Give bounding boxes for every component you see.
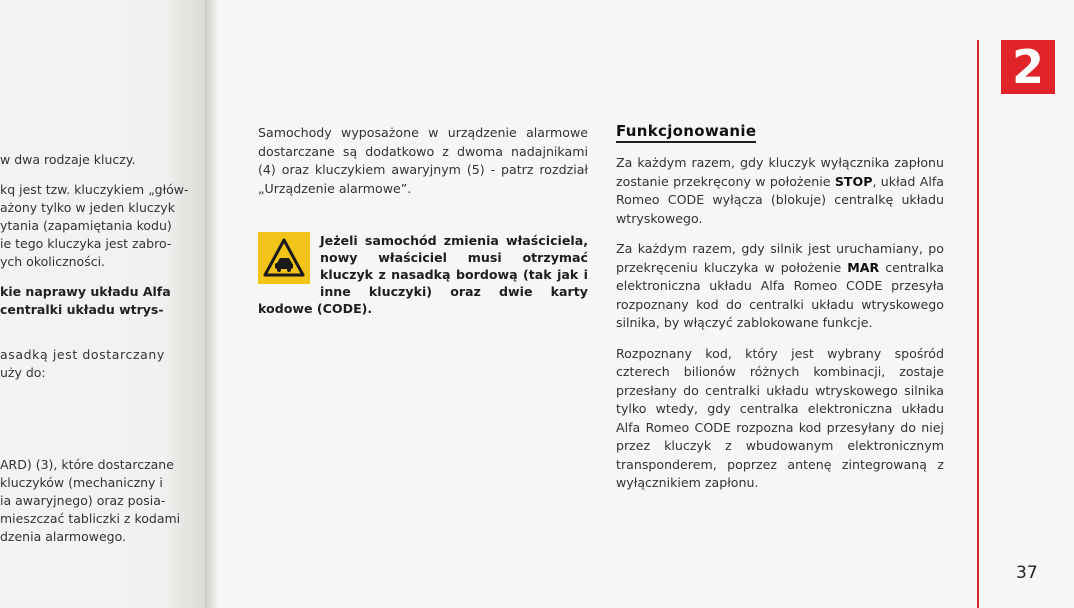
paragraph-code: Rozpoznany kod, który jest wybrany spośród czterech bilionów różnych kombinacji, zostaje przesłany do centralki układu wtryskowego silnika tylko wtedy, gdy centralka elektroniczna układu Alfa Romeo CODE rozpozna kod przesyłany do niej przez kluczyk z wbudowanym elektronicznym transponderem, poprzez antenę zintegrowaną z wyłącznikiem zapłonu.: [616, 345, 944, 490]
warning-text: Jeżeli samochód zmienia właściciela, nowy właściciel musi otrzymać kluczyk z nasadką bordową (tak jak i inne kluczyki) oraz dwie karty kodowe (CODE).: [258, 233, 588, 316]
chapter-tab: 2: [1001, 40, 1055, 94]
chapter-rule: [977, 40, 979, 608]
intro-paragraph: Samochody wyposażone w urządzenie alarmowe dostarczane są dodatkowo z dwoma nadajnikami (4) oraz kluczykiem awaryjnym (5) - patrz rozdział „Urządzenie alarmowe”.: [258, 125, 588, 196]
intro-column: [258, 124, 588, 210]
right-column: [616, 154, 944, 505]
left-line: ych okoliczności.: [0, 254, 106, 269]
left-line: asadką jest dostarczany: [0, 347, 165, 362]
left-page: [0, 0, 205, 608]
left-bold-line: centralki układu wtrys-: [0, 302, 164, 317]
paragraph-stop: [616, 154, 944, 228]
mar-keyword: MAR: [847, 259, 880, 275]
left-line: kq jest tzw. kluczykiem „głów-: [0, 182, 189, 197]
warning-note: [258, 232, 588, 317]
p2-text-b: centralka elektroniczna układu Alfa Romeo CODE przesyła rozpoznany kod do centralki układu wtryskowego silnika, by włączyć zablokowane funkcje.: [616, 259, 944, 330]
left-line: ażony tylko w jeden kluczyk: [0, 200, 175, 215]
p2-text-a: Za każdym razem, gdy silnik jest uruchamiany, po przekręceniu kluczyka w położenie: [616, 241, 944, 275]
page-number: 37: [1016, 563, 1038, 583]
paragraph-mar: [616, 240, 944, 333]
left-line: mieszczać tabliczki z kodami: [0, 511, 181, 526]
left-line: ARD) (3), które dostarczane: [0, 457, 174, 472]
left-line: uży do:: [0, 365, 46, 380]
left-line: w dwa rodzaje kluczy.: [0, 152, 136, 167]
warning-car-icon: [258, 232, 310, 284]
section-heading: Funkcjonowanie: [616, 122, 757, 140]
left-line: ia awaryjnego) oraz posia-: [0, 493, 166, 508]
book-gutter: [205, 0, 219, 608]
left-line: ie tego kluczyka jest zabro-: [0, 236, 172, 251]
stop-keyword: STOP: [834, 173, 873, 189]
heading-underline: [616, 141, 756, 143]
p1-text-b: , układ Alfa Romeo CODE wyłącza (blokuje) centralkę układu wtryskowego.: [616, 173, 944, 226]
left-line: ytania (zapamiętania kodu): [0, 218, 172, 233]
left-bold-line: kie naprawy układu Alfa: [0, 284, 171, 299]
left-line: dzenia alarmowego.: [0, 529, 127, 544]
p1-text-a: Za każdym razem, gdy kluczyk wyłącznika zapłonu zostanie przekręcony w położenie: [616, 155, 944, 189]
left-line: kluczyków (mechaniczny i: [0, 475, 163, 490]
